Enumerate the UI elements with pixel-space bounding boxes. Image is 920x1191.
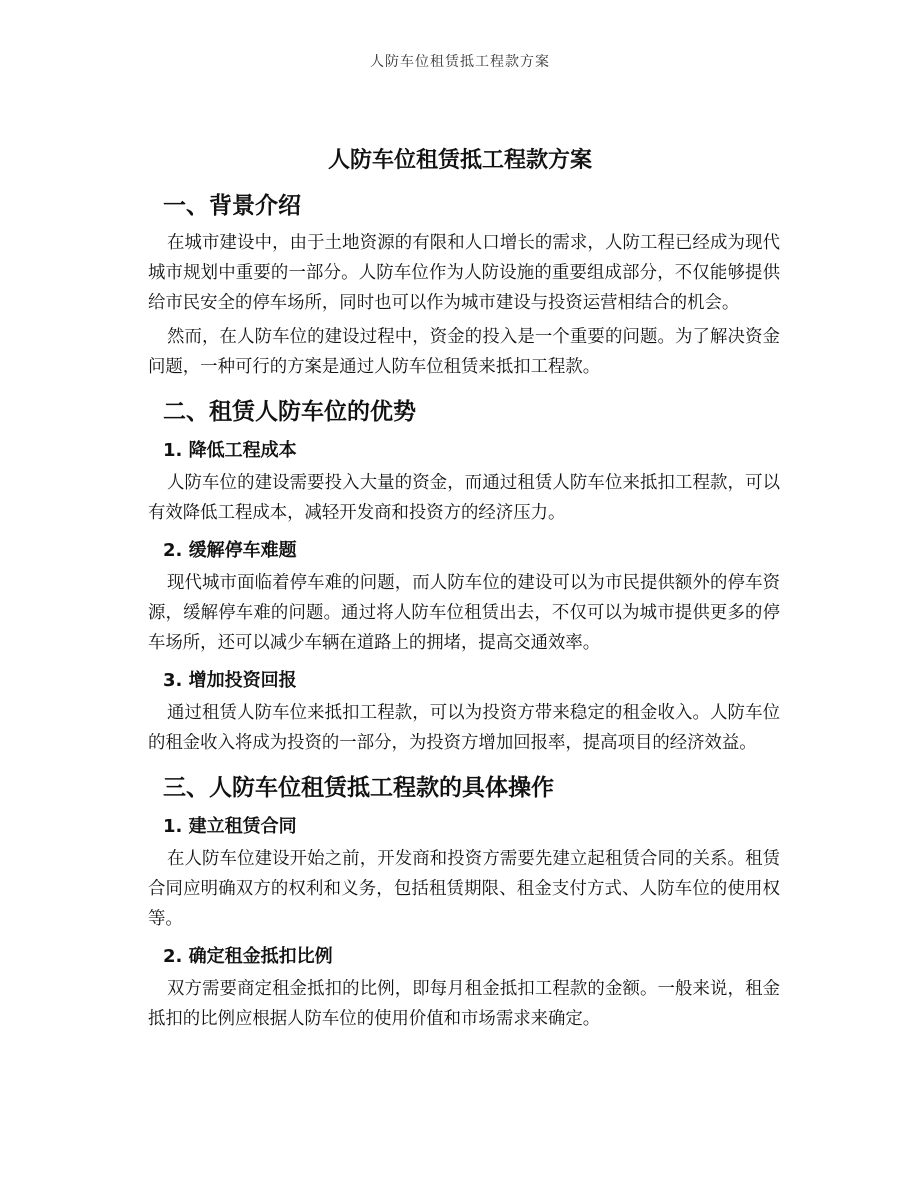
subsection-heading: 1. 降低工程成本 [163,440,297,461]
subsection-heading: 2. 缓解停车难题 [163,540,297,561]
document-body [148,190,780,1034]
paragraph: 然而，在人防车位的建设过程中，资金的投入是一个重要的问题。为了解决资金问题，一种可行的方案是通过人防车位租赁来抵扣工程款。 [148,327,780,377]
page-header: 人防车位租赁抵工程款方案 [370,54,550,70]
section-heading-operation: 三、人防车位租赁抵工程款的具体操作 [163,775,554,801]
paragraph: 双方需要商定租金抵扣的比例，即每月租金抵扣工程款的金额。一般来说，租金抵扣的比例应根据人防车位的使用价值和市场需求来确定。 [148,979,780,1029]
document-title: 人防车位租赁抵工程款方案 [327,148,592,173]
subsection-heading: 1. 建立租赁合同 [163,816,297,837]
subsection-heading: 2. 确定租金抵扣比例 [163,946,333,967]
section-heading-background: 一、背景介绍 [163,193,301,219]
paragraph: 人防车位的建设需要投入大量的资金，而通过租赁人防车位来抵扣工程款，可以有效降低工程成本，减轻开发商和投资方的经济压力。 [148,473,780,523]
section-heading-advantages: 二、租赁人防车位的优势 [163,399,416,425]
subsection-heading: 3. 增加投资回报 [163,670,297,691]
paragraph: 在人防车位建设开始之前，开发商和投资方需要先建立起租赁合同的关系。租赁合同应明确双方的权利和义务，包括租赁期限、租金支付方式、人防车位的使用权等。 [148,849,780,929]
paragraph: 现代城市面临着停车难的问题，而人防车位的建设可以为市民提供额外的停车资源，缓解停车难的问题。通过将人防车位租赁出去，不仅可以为城市提供更多的停车场所，还可以减少车辆在道路上的拥堵，提高交通效率。 [148,573,780,653]
paragraph: 在城市建设中，由于土地资源的有限和人口增长的需求，人防工程已经成为现代城市规划中重要的一部分。人防车位作为人防设施的重要组成部分，不仅能够提供给市民安全的停车场所，同时也可以作为城市建设与投资运营相结合的机会。 [148,233,780,313]
paragraph: 通过租赁人防车位来抵扣工程款，可以为投资方带来稳定的租金收入。人防车位的租金收入将成为投资的一部分，为投资方增加回报率，提高项目的经济效益。 [148,703,780,753]
